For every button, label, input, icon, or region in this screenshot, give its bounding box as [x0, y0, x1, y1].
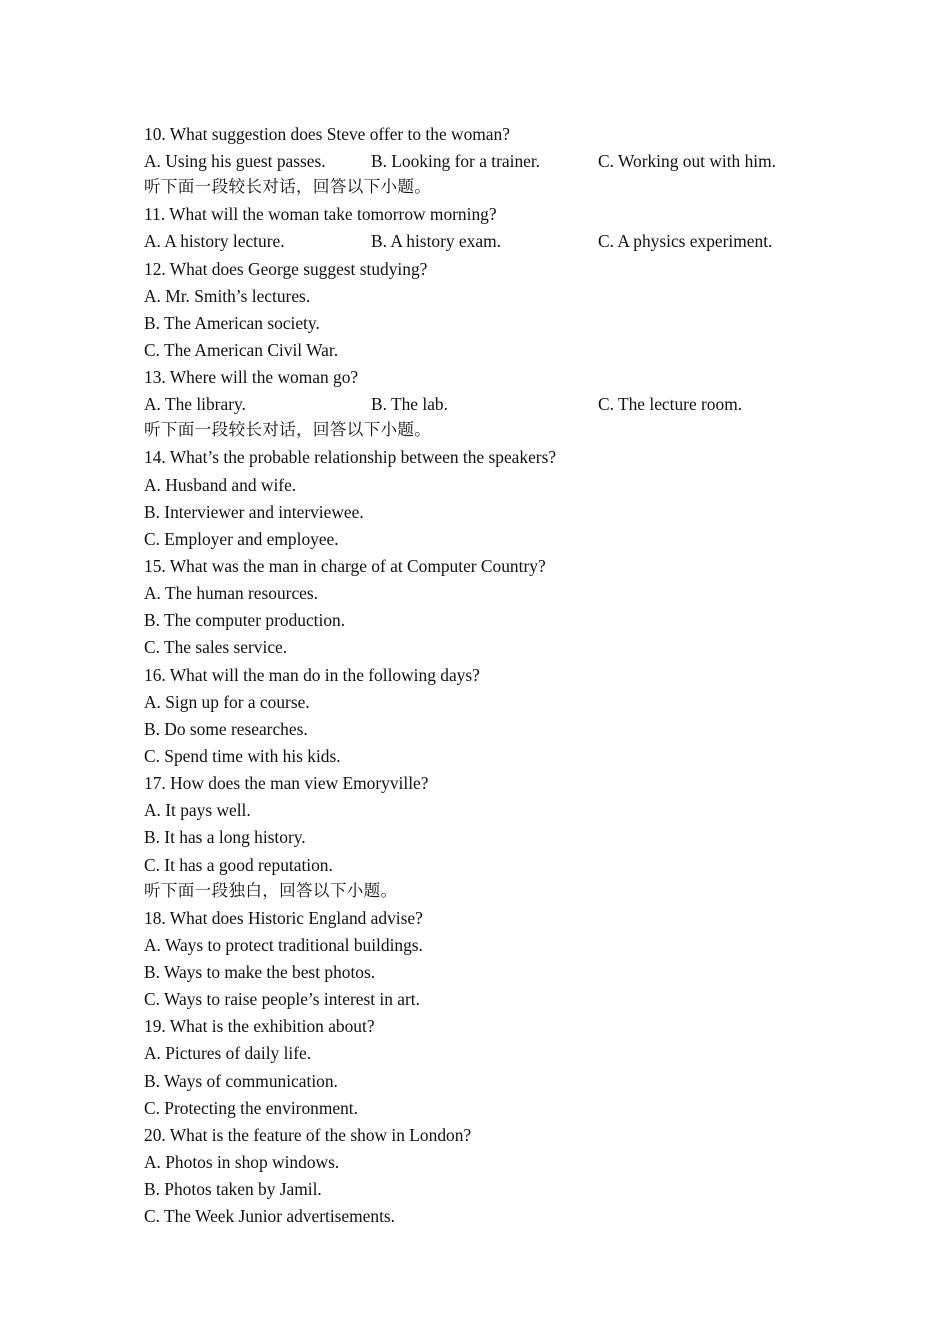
question-stem: 15. What was the man in charge of at Computer Country? — [144, 555, 546, 576]
answer-option: C. Protecting the environment. — [144, 1097, 358, 1118]
answer-option: B. Looking for a trainer. — [371, 151, 541, 172]
answer-option: A. Ways to protect traditional buildings. — [144, 934, 423, 955]
answer-option: C. The American Civil War. — [144, 339, 339, 360]
question-stem: 19. What is the exhibition about? — [144, 1016, 375, 1037]
answer-option: B. A history exam. — [371, 231, 501, 252]
answer-option: C. Working out with him. — [598, 151, 776, 172]
section-instruction: 听下面一段较长对话，回答以下小题。 — [144, 177, 432, 197]
answer-option: C. The sales service. — [144, 637, 288, 658]
options-row — [144, 228, 844, 255]
section-instruction: 听下面一段独白，回答以下小题。 — [144, 880, 398, 900]
answer-option: A. Photos in shop windows. — [144, 1151, 340, 1172]
question-stem: 20. What is the feature of the show in London? — [144, 1124, 472, 1145]
answer-option: B. Interviewer and interviewee. — [144, 501, 364, 522]
question-stem: 17. How does the man view Emoryville? — [144, 773, 429, 794]
answer-option: A. It pays well. — [144, 800, 251, 821]
answer-option: B. The American society. — [144, 312, 320, 333]
answer-option: B. The lab. — [371, 394, 448, 415]
question-stem: 13. Where will the woman go? — [144, 367, 359, 388]
question-stem: 18. What does Historic England advise? — [144, 907, 423, 928]
answer-option: C. The Week Junior advertisements. — [144, 1206, 396, 1227]
answer-option: A. Sign up for a course. — [144, 691, 310, 712]
answer-option: C. The lecture room. — [598, 394, 743, 415]
answer-option: B. The computer production. — [144, 610, 346, 631]
answer-option: B. Photos taken by Jamil. — [144, 1179, 322, 1200]
question-stem: 12. What does George suggest studying? — [144, 258, 428, 279]
answer-option: C. A physics experiment. — [598, 231, 773, 252]
document-page — [144, 121, 844, 1230]
answer-option: A. The library. — [144, 394, 246, 415]
answer-option: A. Using his guest passes. — [144, 151, 326, 172]
answer-option: A. Pictures of daily life. — [144, 1043, 312, 1064]
options-row — [144, 148, 844, 175]
question-stem: 14. What’s the probable relationship between the speakers? — [144, 447, 557, 468]
answer-option: C. It has a good reputation. — [144, 854, 333, 875]
answer-option: C. Employer and employee. — [144, 528, 339, 549]
answer-option: B. Ways of communication. — [144, 1070, 338, 1091]
answer-option: C. Ways to raise people’s interest in art. — [144, 989, 420, 1010]
answer-option: A. Husband and wife. — [144, 474, 297, 495]
question-stem: 10. What suggestion does Steve offer to the woman? — [144, 124, 510, 144]
answer-option: A. Mr. Smith’s lectures. — [144, 285, 311, 306]
options-row — [144, 391, 844, 418]
answer-option: A. A history lecture. — [144, 231, 285, 252]
section-instruction: 听下面一段较长对话，回答以下小题。 — [144, 420, 432, 440]
answer-option: B. It has a long history. — [144, 827, 306, 848]
answer-option: A. The human resources. — [144, 583, 319, 604]
answer-option: B. Ways to make the best photos. — [144, 961, 376, 982]
answer-option: B. Do some researches. — [144, 718, 308, 739]
question-stem: 11. What will the woman take tomorrow morning? — [144, 204, 497, 225]
answer-option: C. Spend time with his kids. — [144, 745, 341, 766]
question-stem: 16. What will the man do in the following days? — [144, 664, 480, 685]
